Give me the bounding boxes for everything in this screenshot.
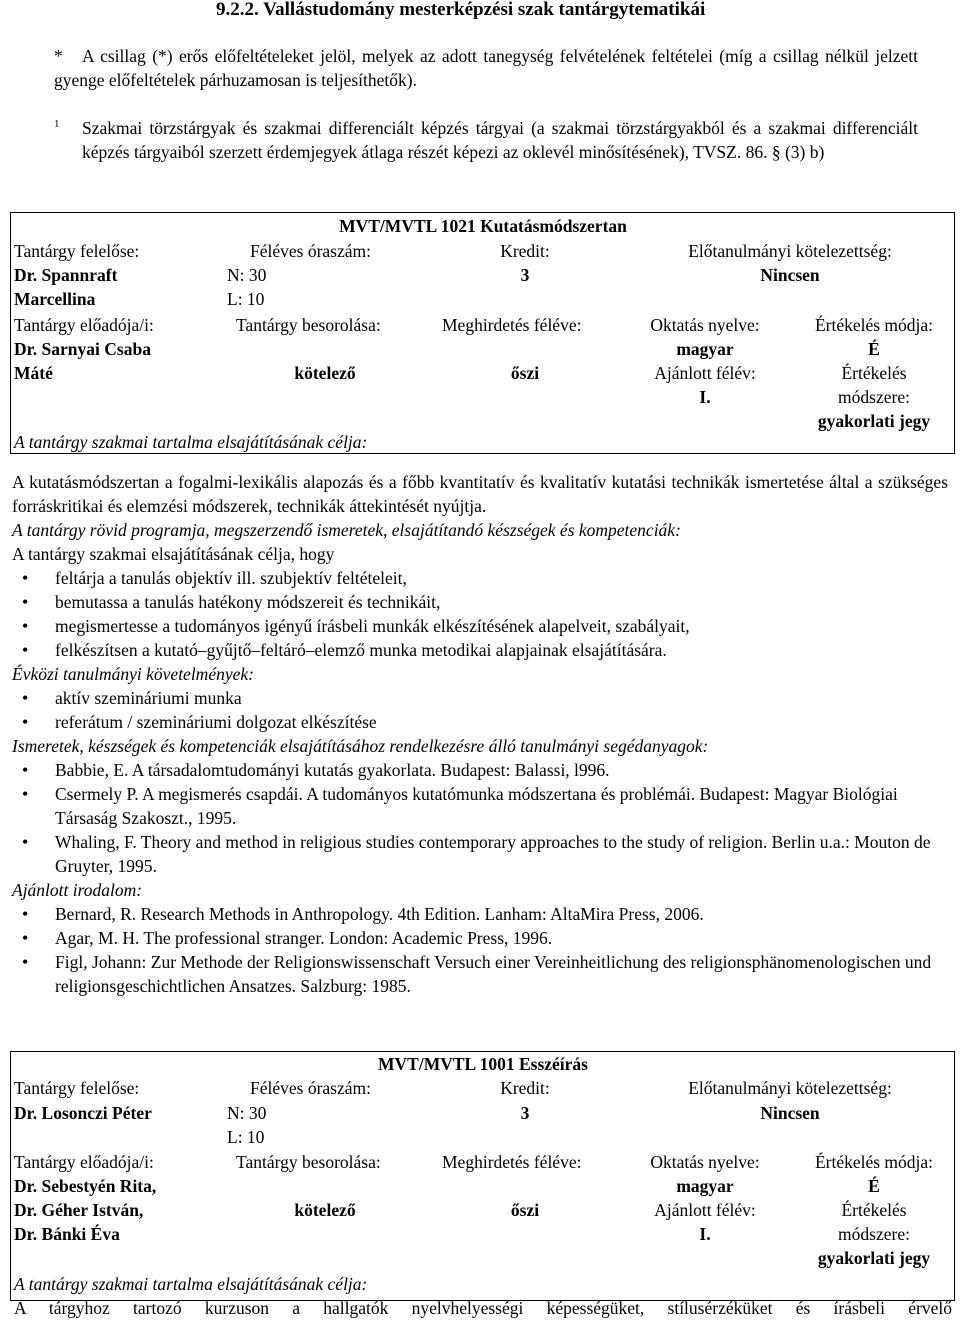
course1-aids-list [12,758,948,878]
course2-goal-text: A tárgyhoz tartozó kurzuson a hallgatók nyelvhelyességi képességüket, stílusérzéküket és írásbeli érvelő [14,1298,952,1318]
course1-label-responsible: Tantárgy felelőse: [14,241,140,261]
course2-classification: kötelező [294,1200,356,1220]
course1-lit-list [12,902,948,998]
course2-title: MVT/MVTL 1001 Esszéírás [378,1054,588,1074]
course2-lecturer-1: Dr. Sebestyén Rita, [14,1176,157,1196]
course2-hours-n: N: 30 [227,1103,267,1123]
course2-label-semester: Meghirdetés féléve: [442,1152,582,1172]
course2-eval-method: gyakorlati jegy [817,1248,931,1268]
course2-lecturer-2: Dr. Géher István, [14,1200,144,1220]
list-item: • Babbie, E. A társadalomtudományi kutatás gyakorlata. Budapest: Balassi, l996. [12,758,948,782]
course1-responsible-1: Dr. Spannraft [14,265,118,285]
course1-label-rec: Ajánlott félév: [654,363,756,383]
document-title: 9.2.2. Vallástudomány mesterképzési szak tantárgytematikái [216,0,706,20]
course2-label-lecturer: Tantárgy előadója/i: [14,1152,154,1172]
course1-body [12,470,948,998]
course2-prereq: Nincsen [760,1103,820,1123]
course1-goal-heading: A tantárgy szakmai tartalma elsajátításának célja: [14,432,368,452]
course2-label-eval-method-2: módszere: [838,1224,910,1244]
course1-prereq: Nincsen [760,265,820,285]
course1-req-list [12,686,948,734]
course1-label-lecturer: Tantárgy előadója/i: [14,315,154,335]
list-item: • megismertesse a tudományos igényű írásbeli munkák elkészítésének alapelveit, szabályait, [12,614,948,638]
course2-label-eval: Értékelés módja: [814,1152,934,1172]
course2-credit: 3 [520,1103,530,1123]
course2-language: magyar [676,1176,734,1196]
course2-label-class: Tantárgy besorolása: [236,1152,381,1172]
course2-recommended: I. [699,1224,711,1244]
course1-eval-method: gyakorlati jegy [817,411,931,431]
course1-label-lang: Oktatás nyelve: [650,315,760,335]
course2-eval-mode: É [868,1176,880,1196]
course2-label-prereq: Előtanulmányi kötelezettség: [688,1078,892,1098]
course1-label-credit: Kredit: [500,241,550,261]
list-item: • Whaling, F. Theory and method in religious studies contemporary approaches to the study of religion. Berlin u.a.: Mouton de Gruyter, 1995. [12,830,948,878]
course2-label-rec: Ajánlott félév: [654,1200,756,1220]
course2-label-lang: Oktatás nyelve: [650,1152,760,1172]
course1-recommended: I. [699,387,711,407]
course1-title: MVT/MVTL 1021 Kutatásmódszertan [339,216,627,236]
course1-lecturer-1: Dr. Sarnyai Csaba [14,339,151,359]
course2-lecturer-3: Dr. Bánki Éva [14,1224,120,1244]
footnote-one-mark: 1 [54,118,60,130]
list-item: • Csermely P. A megismerés csapdái. A tudományos kutatómunka módszertana és problémái. Budapest: Magyar Biológiai Társaság Szakoszt., 1995. [12,782,948,830]
course2-semester: őszi [510,1200,540,1220]
course2-hours-l: L: 10 [227,1127,265,1147]
list-item: • bemutassa a tanulás hatékony módszereit és technikáit, [12,590,948,614]
course1-lecturer-2: Máté [14,363,53,383]
footnote-one-text: Szakmai törzstárgyak és szakmai differenciált képzés tárgyai (a szakmai törzstárgyakból és a szakmai differenciált képzés tárgyaiból szerzett érdemjegyek átlaga részét képezi az oklevél minősítésének), TVSZ. 86. § (3) b) [82,118,918,162]
list-item: • felkészítsen a kutató–gyűjtő–feltáró–elemző munka metodikai alapjainak elsajátítására. [12,638,948,662]
course1-program-heading: A tantárgy rövid programja, megszerzendő ismeretek, elsajátítandó készségek és kompetenciák: [12,520,681,540]
list-item: • referátum / szemináriumi dolgozat elkészítése [12,710,948,734]
course1-hours-l: L: 10 [227,289,265,309]
course1-label-eval: Értékelés módja: [814,315,934,335]
course1-label-prereq: Előtanulmányi kötelezettség: [688,241,892,261]
course1-aids-heading: Ismeretek, készségek és kompetenciák elsajátításához rendelkezésre álló tanulmányi segédanyagok: [12,736,709,756]
course1-program-list [12,566,948,662]
star-note-text: A csillag (*) erős előfeltételeket jelöl, melyek az adott tanegység felvételének feltételei (míg a csillag nélkül jelzett gyenge előfeltételek párhuzamosan is teljesíthetők). [54,46,918,90]
list-item: • Figl, Johann: Zur Methode der Religionswissenschaft Versuch einer Vereinheitlichung des religionsphänomenologischen und religionsgeschichtlichen Ansatzes. Salzburg: 1985. [12,950,948,998]
course1-label-eval-method-2: módszere: [838,387,910,407]
course1-hours-n: N: 30 [227,265,267,285]
course1-req-heading: Évközi tanulmányi követelmények: [12,664,254,684]
course1-classification: kötelező [294,363,356,383]
course2-responsible-1: Dr. Losonczi Péter [14,1103,152,1123]
footnote-one [54,116,918,164]
course1-responsible-2: Marcellina [14,289,96,309]
course2-label-credit: Kredit: [500,1078,550,1098]
course2-goal-heading: A tantárgy szakmai tartalma elsajátításának célja: [14,1274,368,1294]
course1-label-class: Tantárgy besorolása: [236,315,381,335]
list-item: • Bernard, R. Research Methods in Anthropology. 4th Edition. Lanham: AltaMira Press, 2006. [12,902,948,926]
course1-goal-text: A kutatásmódszertan a fogalmi-lexikális alapozás és a főbb kvantitatív és kvalitatív kutatási technikák ismertetése által a szükséges forráskritikai és elemzési módszerek, technikák áttekintését nyújtja. [12,472,948,516]
course1-program-intro: A tantárgy szakmai elsajátításának célja, hogy [12,544,335,564]
course2-label-eval-method-1: Értékelés [841,1200,907,1220]
star-mark: * [54,46,63,66]
list-item: • Agar, M. H. The professional stranger. London: Academic Press, 1996. [12,926,948,950]
course1-eval-mode: É [868,339,880,359]
course1-credit: 3 [520,265,530,285]
list-item: • feltárja a tanulás objektív ill. szubjektív feltételeit, [12,566,948,590]
course1-label-semester: Meghirdetés féléve: [442,315,582,335]
course1-label-eval-method-1: Értékelés [841,363,907,383]
star-note [54,44,918,92]
course1-lit-heading: Ajánlott irodalom: [12,880,143,900]
course2-label-responsible: Tantárgy felelőse: [14,1078,140,1098]
course-esszeiras [10,1051,956,1321]
course1-semester: őszi [510,363,540,383]
course1-language: magyar [676,339,734,359]
course1-label-hours: Féléves óraszám: [250,241,371,261]
list-item: • aktív szemináriumi munka [12,686,948,710]
course2-label-hours: Féléves óraszám: [250,1078,371,1098]
